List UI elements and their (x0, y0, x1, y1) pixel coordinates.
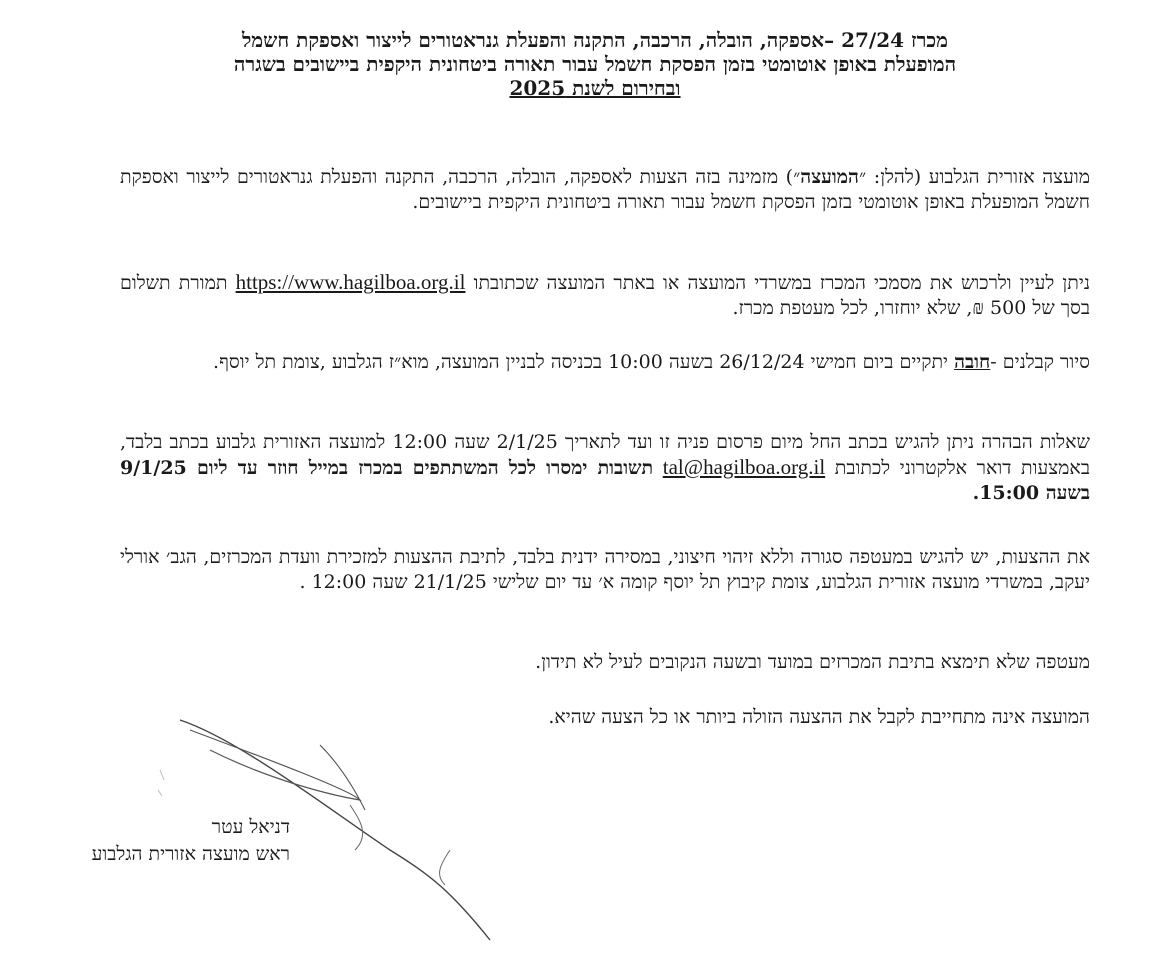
late-envelope-paragraph: מעטפה שלא תימצא בתיבת המכרזים במועד ובשעה הנקובים לעיל לא תידון. (535, 651, 1090, 673)
title-line-1: מכרז 27/24 –אספקה, הובלה, הרכבה, התקנה והפעלת גנראטורים לייצור ואספקת חשמל (241, 28, 949, 52)
intro-paragraph: מועצה אזורית הגלבוע (להלן: ״המועצה״) מזמינה בזה הצעות לאספקה, הובלה, הרכבה, התקנה והפעלת גנראטורים לייצור ואספקת חשמל המופעלת באופן אוטומטי בזמן הפסקת חשמל עבור תאורה ביטחונית היקפית ביישובים. (120, 166, 1090, 213)
mandatory-label: חובה (954, 351, 991, 373)
submission-paragraph: את ההצעות, יש להגיש במעטפה סגורה וללא זיהוי חיצוני, במסירה ידנית בלבד, לתיבת ההצעות למזכירת וועדת המכרזים, הגב׳ אורלי יעקב, במשרדי מועצה אזורית הגלבוע, צומת קיבוץ תל יוסף קומה א׳ עד יום שלישי 21/1/25 שעה 12:00 . (120, 546, 1090, 593)
documents-paragraph: ניתן לעיין ולרכוש את מסמכי המכרז במשרדי המועצה או באתר המועצה שכתובתו https://www.hagilboa.org.il תמורת תשלום בסך של 500 ₪, שלא יוחזרו, לכל מעטפת מכרז. (120, 270, 1091, 319)
website-link[interactable]: https://www.hagilboa.org.il (235, 270, 466, 294)
council-term: המועצה (800, 166, 859, 188)
contractors-tour-paragraph: סיור קבלנים -חובה יתקיים ביום חמישי 26/12/24 בשעה 10:00 בכניסה לבניין המועצה, מוא״ז הגלבוע ,צומת תל יוסף. (213, 351, 1090, 373)
tender-title (120, 28, 1070, 100)
email-link[interactable]: tal@hagilboa.org.il (662, 455, 826, 479)
signature-block (92, 814, 290, 868)
title-line-3: ובחירום לשנת 2025 (509, 76, 681, 100)
signatory-role: ראש מועצה אזורית הגלבוע (91, 843, 290, 865)
title-line-2: המופעלת באופן אוטומטי בזמן הפסקת חשמל עבור תאורה ביטחונית היקפית ביישובים בשגרה (233, 52, 957, 76)
questions-paragraph: שאלות הבהרה ניתן להגיש בכתב החל מיום פרסום פניה זו ועד לתאריך 2/1/25 שעה 12:00 למועצה האזורית גלבוע בכתב בלבד, באמצעות דואר אלקטרוני לכתובת tal@hagilboa.org.il תשובות ימסרו לכל המשתתפים במכרז במייל חוזר עד ליום 9/1/25 בשעה 15:00. (120, 431, 1091, 504)
signatory-name: דניאל עטר (211, 816, 290, 838)
cheapest-offer-paragraph: המועצה אינה מתחייבת לקבל את ההצעה הזולה ביותר או כל הצעה שהיא. (548, 706, 1090, 728)
